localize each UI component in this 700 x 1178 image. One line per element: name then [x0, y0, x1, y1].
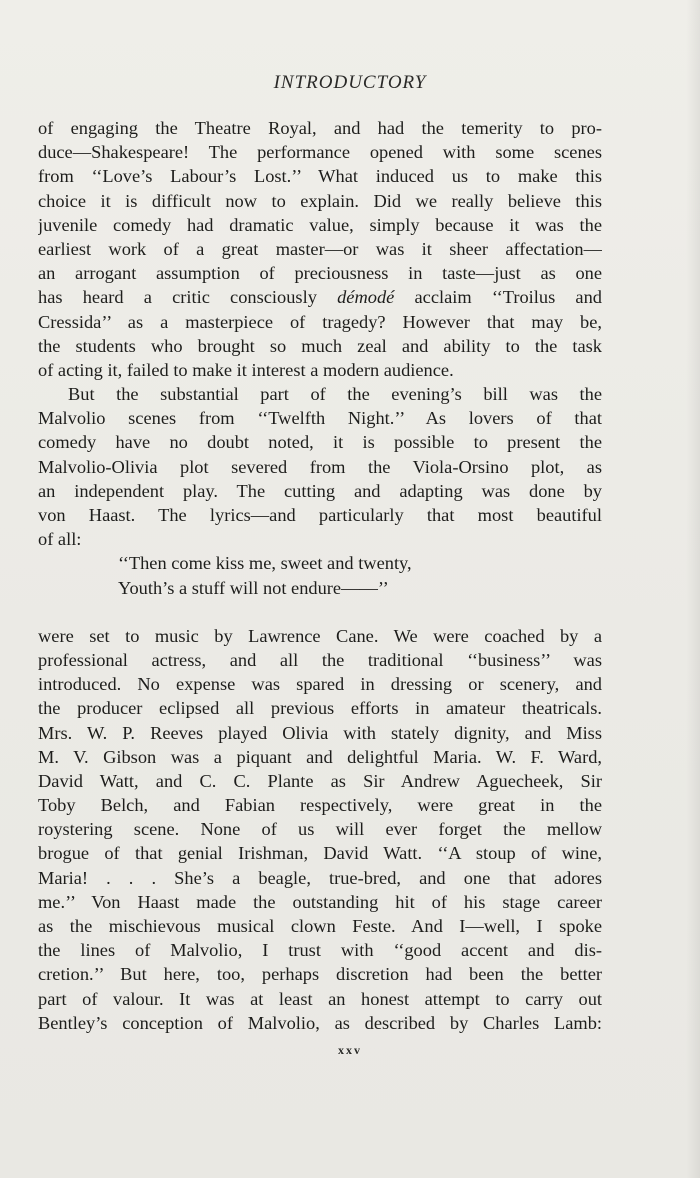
verse-line: ‘‘Then come kiss me, sweet and twenty,: [118, 553, 412, 574]
text-line: the lines of Malvolio, I trust with ‘‘good accent and dis-: [38, 940, 602, 961]
running-head: INTRODUCTORY: [273, 72, 427, 93]
text-line-with-italic: [38, 285, 602, 309]
text-line: Malvolio scenes from ‘‘Twelfth Night.’’ As lovers of that: [38, 408, 602, 429]
text-line: of acting it, failed to make it interest a modern audience.: [38, 359, 454, 380]
text-line: Mrs. W. P. Reeves played Olivia with stately dignity, and Miss: [38, 722, 602, 743]
text-line: comedy have no doubt noted, it is possible to present the: [38, 432, 602, 453]
body-text: [38, 116, 602, 1035]
paragraph-2: [38, 382, 602, 551]
italic-word: démodé: [337, 287, 395, 308]
text-line: Bentley’s conception of Malvolio, as described by Charles Lamb:: [38, 1012, 602, 1033]
text-line: an arrogant assumption of preciousness in taste—just as one: [38, 263, 602, 284]
text-line: introduced. No expense was spared in dressing or scenery, and: [38, 674, 602, 695]
text-line: roystering scene. None of us will ever forget the mellow: [38, 819, 602, 840]
spacer: [38, 600, 602, 624]
text-line: from ‘‘Love’s Labour’s Lost.’’ What induced us to make this: [38, 166, 602, 187]
text-segment: has heard a critic consciously: [38, 287, 317, 308]
paragraph-1: [38, 116, 602, 382]
text-line: Malvolio-Olivia plot severed from the Viola-Orsino plot, as: [38, 456, 602, 477]
text-line: of all:: [38, 529, 82, 550]
text-line: Cressida’’ as a masterpiece of tragedy? However that may be,: [38, 311, 602, 332]
text-line: M. V. Gibson was a piquant and delightful Maria. W. F. Ward,: [38, 746, 602, 767]
text-line: brogue of that genial Irishman, David Watt. ‘‘A stoup of wine,: [38, 843, 602, 864]
text-line: But the substantial part of the evening’s bill was the: [68, 384, 602, 405]
text-line: me.’’ Von Haast made the outstanding hit of his stage career: [38, 891, 602, 912]
page-edge-shadow: [686, 0, 700, 1178]
text-line: David Watt, and C. C. Plante as Sir Andrew Aguecheek, Sir: [38, 770, 602, 791]
text-segment: acclaim ‘‘Troilus and: [414, 287, 602, 308]
text-line: as the mischievous musical clown Feste. And I—well, I spoke: [38, 916, 602, 936]
verse-line: Youth’s a stuff will not endure——’’: [118, 577, 389, 598]
text-line: choice it is difficult now to explain. Did we really believe this: [38, 190, 602, 211]
text-line: were set to music by Lawrence Cane. We were coached by a: [38, 625, 602, 646]
text-line: Maria! . . . She’s a beagle, true-bred, and one that adores: [38, 867, 602, 888]
text-line: of engaging the Theatre Royal, and had the temerity to pro-: [38, 118, 602, 138]
text-line: cretion.’’ But here, too, perhaps discretion had been the better: [38, 964, 602, 985]
text-line: the students who brought so much zeal and ability to the task: [38, 335, 602, 356]
text-line: von Haast. The lyrics—and particularly that most beautiful: [38, 505, 602, 525]
text-line: duce—Shakespeare! The performance opened with some scenes: [38, 142, 602, 163]
text-line: the producer eclipsed all previous efforts in amateur theatricals.: [38, 698, 602, 719]
text-line: Toby Belch, and Fabian respectively, were great in the: [38, 795, 602, 816]
text-line: professional actress, and all the traditional ‘‘business’’ was: [38, 649, 602, 670]
page-number: xxv: [338, 1043, 362, 1057]
paragraph-3: [38, 624, 602, 1035]
verse-quote: [38, 551, 602, 599]
text-line: earliest work of a great master—or was it sheer affectation—: [38, 238, 602, 259]
text-line: juvenile comedy had dramatic value, simply because it was the: [38, 214, 602, 235]
text-line: an independent play. The cutting and adapting was done by: [38, 480, 602, 501]
text-line: part of valour. It was at least an honest attempt to carry out: [38, 988, 602, 1009]
